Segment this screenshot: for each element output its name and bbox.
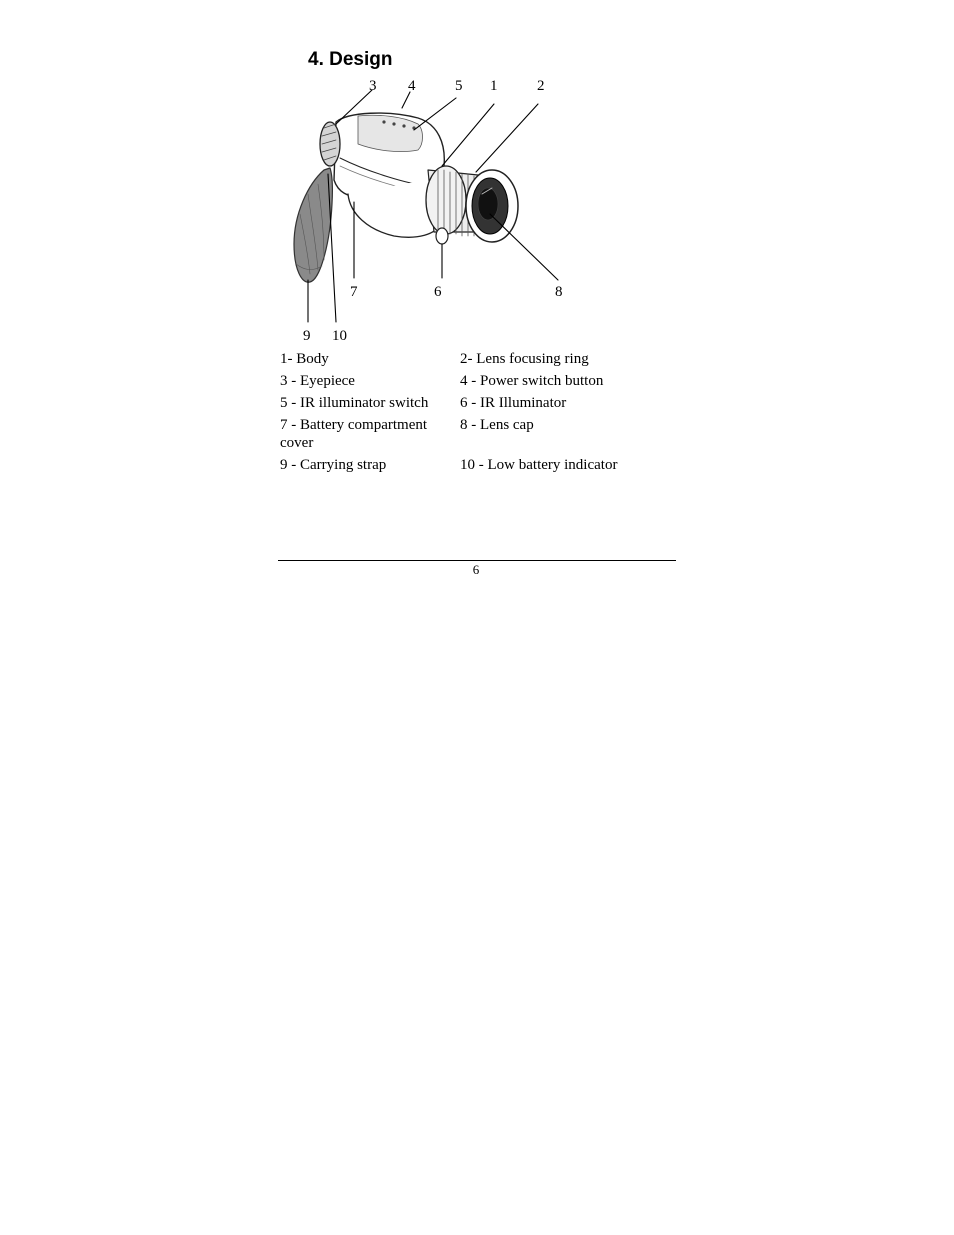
legend-row	[280, 394, 640, 412]
callout-10: 10	[332, 328, 347, 344]
callout-1: 1	[490, 78, 498, 94]
parts-legend	[280, 350, 640, 478]
callout-9: 9	[303, 328, 311, 344]
legend-item: 4 - Power switch button	[460, 373, 604, 389]
eyepiece-drawing	[320, 122, 340, 166]
legend-row	[280, 372, 640, 390]
callout-4: 4	[408, 78, 416, 94]
legend-item: 9 - Carrying strap	[280, 457, 387, 473]
page-number: 6	[472, 562, 480, 577]
callout-2: 2	[537, 78, 545, 94]
legend-item: 7 - Battery compartment cover	[280, 417, 428, 451]
legend-row	[280, 416, 640, 452]
legend-item: 3 - Eyepiece	[280, 373, 355, 389]
callout-8: 8	[555, 284, 563, 300]
legend-item: 5 - IR illuminator switch	[280, 395, 429, 411]
ir-illuminator-drawing	[436, 228, 448, 244]
callout-6: 6	[434, 284, 442, 300]
legend-item: 2- Lens focusing ring	[460, 351, 589, 367]
legend-item: 6 - IR Illuminator	[460, 395, 567, 411]
monocular-illustration	[278, 74, 578, 350]
legend-item: 1- Body	[280, 351, 329, 367]
callout-5: 5	[455, 78, 463, 94]
carrying-strap-drawing	[294, 168, 332, 282]
legend-item: 10 - Low battery indicator	[460, 457, 618, 473]
callout-3: 3	[369, 78, 377, 94]
legend-row	[280, 350, 640, 368]
legend-item: 8 - Lens cap	[460, 417, 534, 433]
footer-divider	[278, 560, 676, 561]
body-drawing	[334, 113, 444, 237]
legend-row	[280, 456, 640, 474]
section-heading: 4. Design	[308, 49, 393, 70]
callout-7: 7	[350, 284, 358, 300]
